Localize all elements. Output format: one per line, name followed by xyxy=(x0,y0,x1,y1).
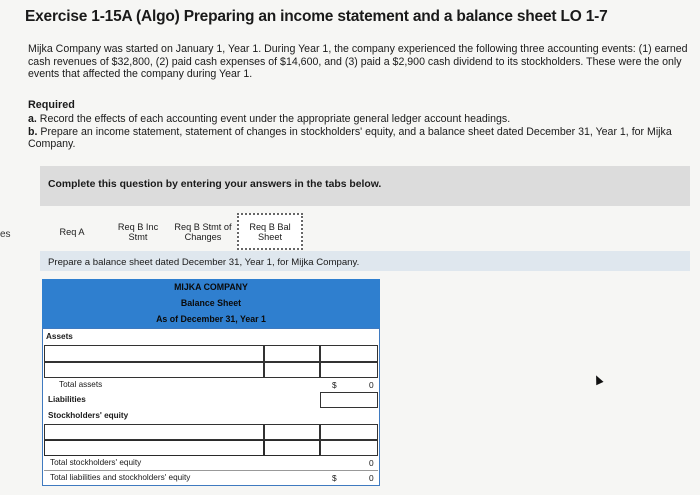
total-equity-label: Total stockholders' equity xyxy=(50,458,142,467)
total-assets-value: 0 xyxy=(369,380,374,390)
equity-account-input-1[interactable] xyxy=(44,424,264,440)
asset-account-input-2[interactable] xyxy=(44,362,264,378)
tab-req-b-inc-line2: Stmt xyxy=(128,231,148,242)
tab-req-a[interactable] xyxy=(44,213,100,250)
liabilities-amount-input[interactable] xyxy=(320,392,378,408)
equity-account-input-2[interactable] xyxy=(44,440,264,456)
tab-req-b-inc-stmt[interactable] xyxy=(111,213,165,250)
statement-date: As of December 31, Year 1 xyxy=(156,314,266,324)
total-assets-currency: $ xyxy=(332,380,337,390)
equity-label: Stockholders' equity xyxy=(48,411,129,420)
required-b-prefix: b. xyxy=(28,125,38,138)
asset-amount-input-1[interactable] xyxy=(264,345,320,362)
balance-sheet-body xyxy=(42,328,380,486)
required-item-a xyxy=(28,113,688,126)
tab-req-a-label: Req A xyxy=(59,226,85,237)
equity-amount-input-1[interactable] xyxy=(264,424,320,440)
tab-req-b-stmt-line1: Req B Stmt of xyxy=(174,221,232,232)
tab-req-b-bal-sheet[interactable] xyxy=(237,213,303,250)
exercise-title: Exercise 1-15A (Algo) Preparing an income statement and a balance sheet LO 1-7 xyxy=(25,8,608,25)
equity-total-input-2[interactable] xyxy=(320,440,378,456)
tab-req-b-bal-line2: Sheet xyxy=(257,231,282,242)
equity-amount-input-2[interactable] xyxy=(264,440,320,456)
required-heading: Required xyxy=(28,99,75,111)
required-a-text: Record the effects of each accounting event under the appropriate general ledger account headings. xyxy=(39,113,511,125)
total-assets-label: Total assets xyxy=(59,380,103,389)
tab-req-b-stmt-line2: Changes xyxy=(184,231,222,242)
row-divider xyxy=(44,470,378,471)
required-b-text: Prepare an income statement, statement of changes in stockholders' equity, and a balance sheet dated December 31, Year 1, for Mijka Company. xyxy=(28,125,672,150)
required-item-b xyxy=(28,126,688,151)
tab-req-b-bal-line1: Req B Bal xyxy=(249,221,291,232)
asset-account-input-1[interactable] xyxy=(44,345,264,362)
required-list xyxy=(28,113,688,151)
assets-label: Assets xyxy=(46,332,73,341)
side-label: es xyxy=(0,229,11,240)
mouse-pointer-icon xyxy=(592,374,603,386)
asset-total-input-1[interactable] xyxy=(320,345,378,362)
intro-text: Mijka Company was started on January 1, Year 1. During Year 1, the company experienced the following three accounting events: (1) earned cash revenues of $32,800, (2) paid cash expenses of $14,600, and (3) paid a $2,900 cash dividend to its stockholders. These were the only events that affected the company during Year 1. xyxy=(28,43,688,80)
liabilities-label: Liabilities xyxy=(48,395,86,404)
statement-name: Balance Sheet xyxy=(180,298,242,308)
asset-total-input-2[interactable] xyxy=(320,362,378,378)
complete-prompt: Complete this question by entering your answers in the tabs below. xyxy=(40,166,690,206)
equity-total-input-1[interactable] xyxy=(320,424,378,440)
required-a-prefix: a. xyxy=(28,113,37,125)
total-liab-equity-value: 0 xyxy=(369,473,374,483)
company-name: MIJKA COMPANY xyxy=(174,282,248,292)
total-liab-equity-label: Total liabilities and stockholders' equity xyxy=(50,473,191,482)
tab-req-b-inc-line1: Req B Inc xyxy=(117,221,159,232)
instruction-bar: Prepare a balance sheet dated December 31, Year 1, for Mijka Company. xyxy=(40,251,690,271)
balance-sheet-header xyxy=(42,279,380,328)
tab-req-b-stmt-changes[interactable] xyxy=(169,213,237,250)
total-liab-equity-currency: $ xyxy=(332,473,337,483)
total-equity-value: 0 xyxy=(369,458,374,468)
asset-amount-input-2[interactable] xyxy=(264,362,320,378)
